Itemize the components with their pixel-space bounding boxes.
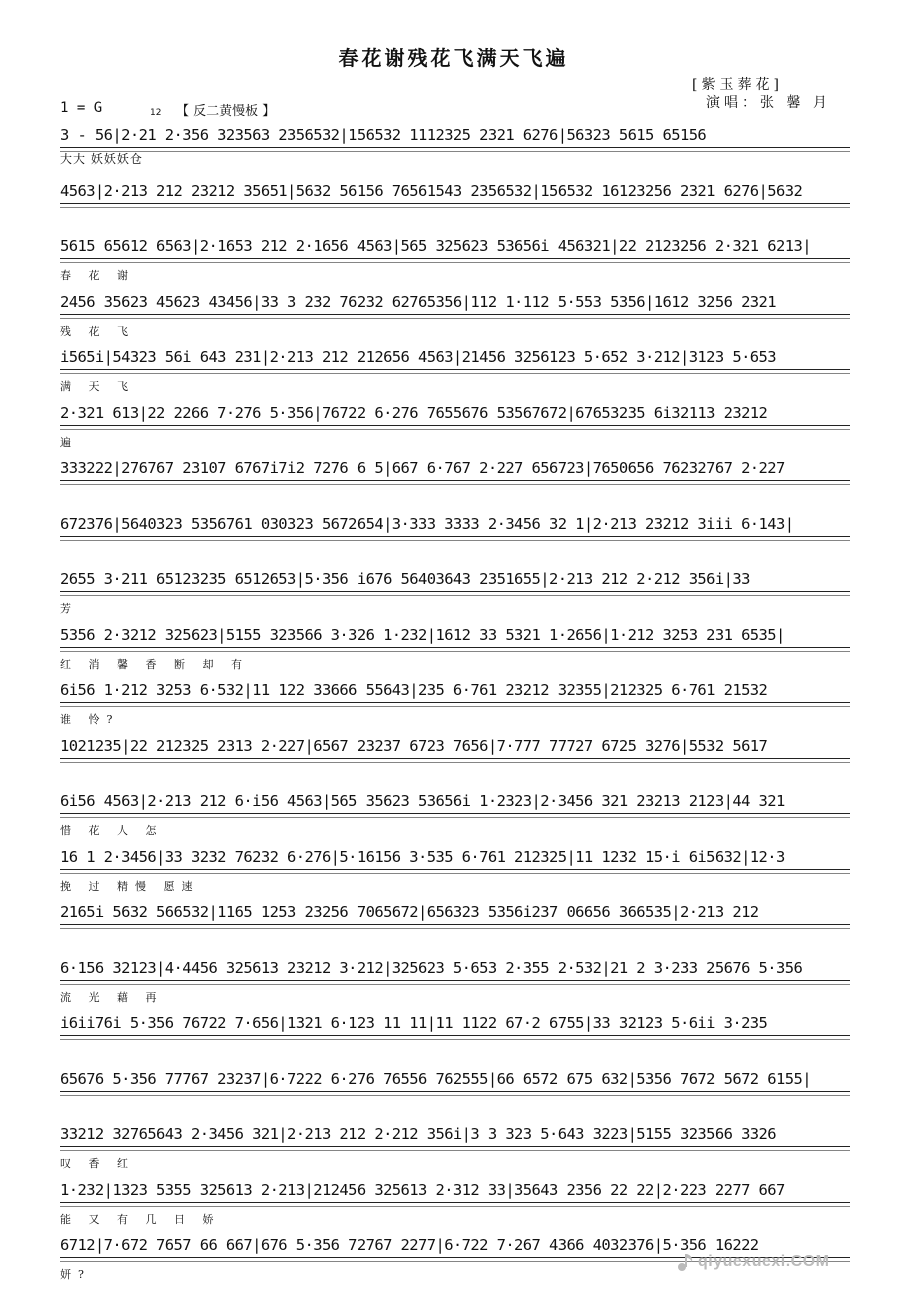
- notation-notes: 5356 2·3212 325623|5155 323566 3·326 1·232|1612 33 5321 1·2656|1·212 3253 231 6535|: [60, 625, 785, 644]
- rhythm-underline: [60, 758, 850, 759]
- rhythm-underline: [60, 540, 850, 541]
- notation-line: [60, 846, 850, 902]
- note-icon: [676, 1252, 696, 1272]
- tempo-mode: 【 反二黄慢板 】: [176, 104, 276, 119]
- notation-notes: 1·232|1323 5355 325613 2·213|212456 325613 2·312 33|35643 2356 22 22|2·223 2277 667: [60, 1180, 785, 1199]
- rhythm-underline: [60, 373, 850, 374]
- lyrics-line: 妍?: [60, 1268, 91, 1281]
- rhythm-underline: [60, 817, 850, 818]
- notation-line: [60, 235, 850, 291]
- lyrics-line: 芳: [60, 602, 78, 615]
- notation-line: [60, 124, 850, 180]
- rhythm-underline: [60, 480, 850, 481]
- notation-notes: i6ii76i 5·356 76722 7·656|1321 6·123 11 11|11 1122 67·2 6755|33 32123 5·6ii 3·235: [60, 1014, 768, 1032]
- rhythm-underline: [60, 651, 850, 652]
- notation-line: [60, 457, 850, 513]
- rhythm-underline: [60, 258, 850, 259]
- lyrics-line: 残 花 飞: [60, 324, 135, 338]
- notation-line: [60, 346, 850, 402]
- notation-notes: 16 1 2·3456|33 3232 76232 6·276|5·16156 3·535 6·761 212325|11 1232 15·i 6i5632|12·3: [60, 847, 785, 866]
- notation-line: [60, 735, 850, 791]
- rhythm-underline: [60, 984, 850, 985]
- notation-line: [60, 790, 850, 846]
- notation-line: [60, 1179, 850, 1235]
- rhythm-underline: [60, 1146, 850, 1147]
- percussion-cue: 大大 妖妖妖仓: [60, 152, 143, 166]
- notation-line: [60, 957, 850, 1013]
- notation-line: [60, 402, 850, 458]
- rhythm-underline: [60, 429, 850, 430]
- lyrics-line: 惜 花 人 怎: [60, 824, 164, 837]
- score-title: 春花谢残花飞满天飞遍: [338, 46, 569, 70]
- rhythm-underline: [60, 1039, 850, 1040]
- rhythm-underline: [60, 484, 850, 485]
- rhythm-underline: [60, 369, 850, 370]
- watermark-text: qiyuexuexi.COM: [698, 1253, 830, 1270]
- notation-notes: 33212 32765643 2·3456 321|2·213 212 2·212 356i|3 3 323 5·643 3223|5155 323566 3326: [60, 1125, 777, 1143]
- rhythm-underline: [60, 980, 850, 981]
- rhythm-underline: [60, 262, 850, 263]
- notation-notes: 6i56 4563|2·213 212 6·i56 4563|565 35623 53656i 1·2323|2·3456 321 23213 2123|44 321: [60, 792, 785, 810]
- notation-notes: 2165i 5632 566532|1165 1253 23256 7065672|656323 5356i237 06656 366535|2·213 212: [60, 903, 759, 921]
- notation-line: [60, 1068, 850, 1124]
- rhythm-underline: [60, 203, 850, 204]
- notation-notes: 2456 35623 45623 43456|33 3 232 76232 62765356|112 1·112 5·553 5356|1612 3256 2321: [60, 292, 777, 311]
- lyrics-line: 挽 过 精慢 愿速: [60, 879, 200, 893]
- rhythm-underline: [60, 1095, 850, 1096]
- rhythm-underline: [60, 147, 850, 148]
- notation-line: [60, 624, 850, 680]
- lyrics-line: 谁 怜?: [60, 713, 120, 726]
- lyrics-line: 春 花 谢: [60, 269, 135, 282]
- lyrics-line: 能 又 有 几 日 娇: [60, 1212, 221, 1226]
- notation-notes: 2655 3·211 65123235 6512653|5·356 i676 56403643 2351655|2·213 212 2·212 356i|33: [60, 570, 750, 588]
- rhythm-underline: [60, 873, 850, 874]
- notation-line: [60, 568, 850, 624]
- rhythm-underline: [60, 706, 850, 707]
- notation-line: [60, 180, 850, 236]
- notation-notes: 4563|2·213 212 23212 35651|5632 56156 76561543 2356532|156532 16123256 2321 6276|5632: [60, 181, 803, 200]
- source-opera: [紫玉葬花]: [692, 77, 783, 93]
- rhythm-underline: [60, 928, 850, 929]
- rhythm-underline: [60, 813, 850, 814]
- lyrics-line: 满 天 飞: [60, 380, 135, 393]
- notation-notes: 5615 65612 6563|2·1653 212 2·1656 4563|565 325623 53656i 456321|22 2123256 2·321 6213|: [60, 237, 811, 255]
- rhythm-underline: [60, 151, 850, 152]
- notation-notes: 6712|7·672 7657 66 667|676 5·356 72767 2277|6·722 7·267 4366 4032376|5·356 16222: [60, 1236, 759, 1254]
- rhythm-underline: [60, 1206, 850, 1207]
- rhythm-underline: [60, 318, 850, 319]
- notation-notes: 6·156 32123|4·4456 325613 23212 3·212|325623 5·653 2·355 2·532|21 2 3·233 25676 5·356: [60, 958, 803, 977]
- rhythm-underline: [60, 536, 850, 537]
- notation-line: [60, 901, 850, 957]
- rhythm-underline: [60, 1091, 850, 1092]
- notation-notes: 333222|276767 23107 6767i7i2 7276 6 5|667 6·767 2·227 656723|7650656 76232767 2·227: [60, 459, 785, 477]
- notation-notes: 65676 5·356 77767 23237|6·7222 6·276 76556 762555|66 6572 675 632|5356 7672 5672 6155|: [60, 1069, 811, 1088]
- site-watermark: [676, 1248, 886, 1278]
- rhythm-underline: [60, 1150, 850, 1151]
- notation-notes: 6i56 1·212 3253 6·532|11 122 33666 55643|235 6·761 23212 32355|212325 6·761 21532: [60, 681, 768, 699]
- key-signature: 1 = G: [60, 100, 103, 116]
- rhythm-underline: [60, 591, 850, 592]
- notation-notes: 1021235|22 212325 2313 2·227|6567 23237 6723 7656|7·777 77727 6725 3276|5532 5617: [60, 736, 768, 755]
- rhythm-underline: [60, 1202, 850, 1203]
- notation-line: [60, 1123, 850, 1179]
- lyrics-line: 流 光 藉 再: [60, 990, 164, 1004]
- notation-line: [60, 513, 850, 569]
- rhythm-underline: [60, 702, 850, 703]
- rhythm-underline: [60, 595, 850, 596]
- rhythm-underline: [60, 314, 850, 315]
- rhythm-underline: [60, 425, 850, 426]
- notation-notes: 2·321 613|22 2266 7·276 5·356|76722 6·276 7655676 53567672|67653235 6i32113 23212: [60, 403, 768, 422]
- lyrics-line: 红 消 馨 香 断 却 有: [60, 657, 249, 671]
- notation-line: [60, 679, 850, 735]
- notation-notes: 672376|5640323 5356761 030323 5672654|3·333 3333 2·3456 32 1|2·213 23212 3iii 6·143|: [60, 514, 794, 533]
- rhythm-underline: [60, 207, 850, 208]
- lyrics-line: 叹 香 红: [60, 1157, 135, 1170]
- singer-credit: 演唱：张 馨 月: [706, 95, 831, 111]
- notation-body: [60, 124, 850, 1290]
- notation-line: [60, 291, 850, 347]
- rhythm-underline: [60, 869, 850, 870]
- grace-note: 12: [150, 108, 162, 118]
- rhythm-underline: [60, 924, 850, 925]
- lyrics-line: 遍: [60, 435, 78, 449]
- rhythm-underline: [60, 647, 850, 648]
- notation-line: [60, 1012, 850, 1068]
- rhythm-underline: [60, 1035, 850, 1036]
- notation-notes: i565i|54323 56i 643 231|2·213 212 212656 4563|21456 3256123 5·652 3·212|3123 5·653: [60, 348, 777, 366]
- notation-notes: 3 - 56|2·21 2·356 323563 2356532|156532 1112325 2321 6276|56323 5615 65156: [60, 126, 707, 144]
- rhythm-underline: [60, 762, 850, 763]
